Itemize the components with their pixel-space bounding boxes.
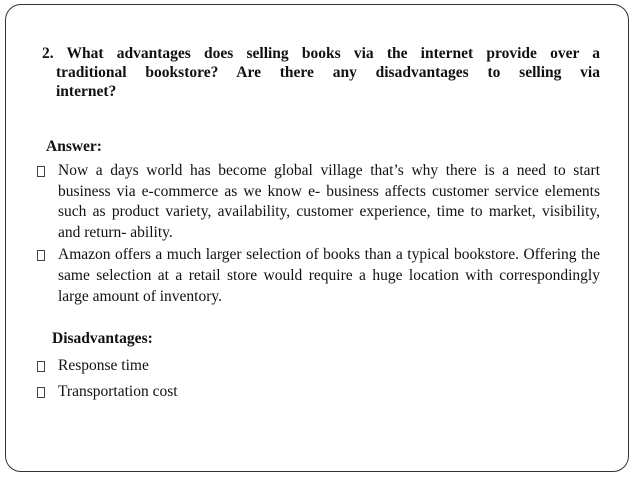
answer-bullet bbox=[34, 245, 600, 307]
question-line: traditional bookstore? Are there any disadvantages to selling via bbox=[56, 64, 600, 81]
answer-bullet-text: Now a days world has become global village that’s why there is a need to start business via e-commerce as we know e- business affects customer service elements such as product variety, availability, customer experience, time to market, visibility, and return- ability. bbox=[58, 162, 600, 241]
square-bullet-icon bbox=[37, 361, 45, 372]
disadvantages-heading: Disadvantages: bbox=[52, 330, 153, 347]
answer-bullet-list bbox=[34, 161, 600, 309]
disadvantage-bullet-text: Transportation cost bbox=[58, 383, 178, 400]
square-bullet-icon bbox=[37, 166, 45, 177]
disadvantages-bullet-list bbox=[34, 354, 600, 406]
square-bullet-icon bbox=[37, 250, 45, 261]
disadvantage-bullet bbox=[34, 354, 600, 378]
square-bullet-icon bbox=[37, 387, 45, 398]
answer-bullet bbox=[34, 161, 600, 243]
answer-heading: Answer: bbox=[46, 138, 102, 155]
question-line: 2. What advantages does selling books via the internet provide over a bbox=[42, 45, 600, 62]
answer-bullet-text: Amazon offers a much larger selection of books than a typical bookstore. Offering the same selection at a retail store would require a huge location with correspondingly large amount of inventory. bbox=[58, 246, 600, 305]
disadvantage-bullet-text: Response time bbox=[58, 357, 149, 374]
question-line: internet? bbox=[56, 83, 117, 100]
disadvantage-bullet bbox=[34, 380, 600, 404]
question-text bbox=[42, 44, 600, 101]
